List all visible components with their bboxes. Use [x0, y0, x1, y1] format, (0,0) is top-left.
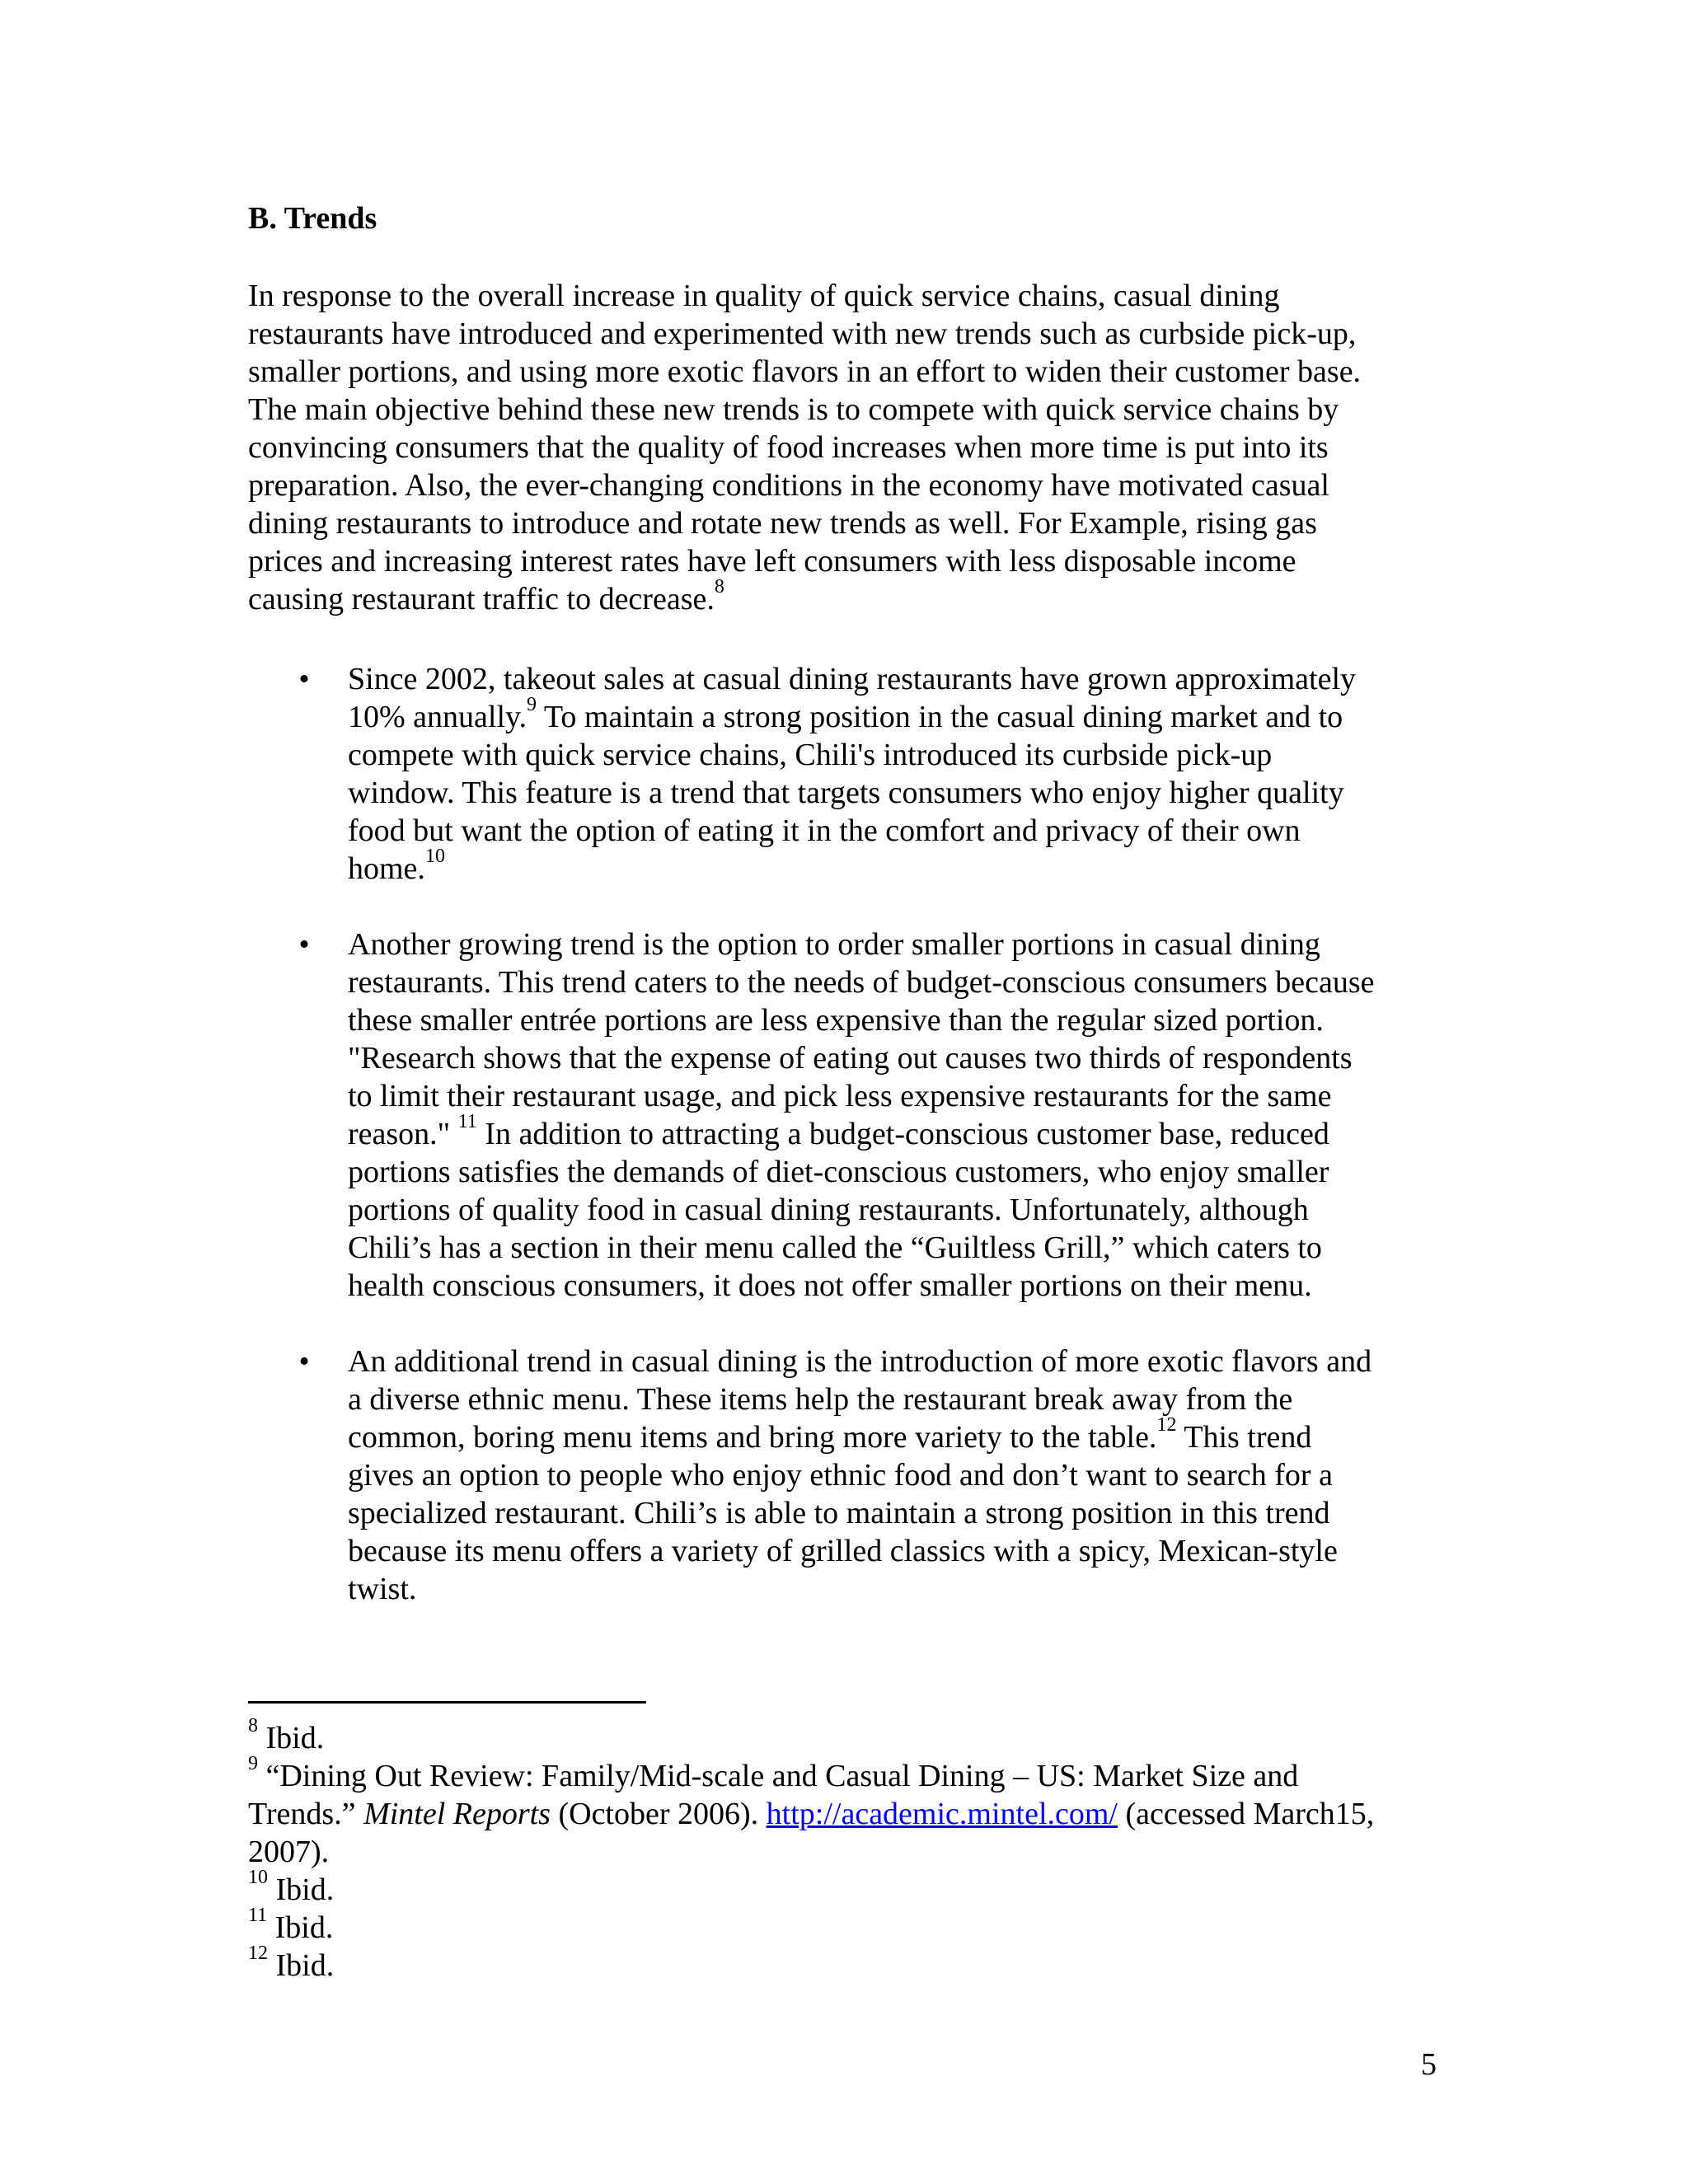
intro-text: In response to the overall increase in quality of quick service chains, casual dining restaurants have introduced and experimented with new trends such as curbside pick-up, smaller portions, and using more exotic flavors in an effort to widen their customer base. The main objective behind these new trends is to compete with quick service chains by convincing consumers that the quality of food increases when more time is put into its preparation. Also, the ever-changing conditions in the economy have motivated casual dining restaurants to introduce and rotate new trends as well. For Example, rising gas prices and increasing interest rates have left consumers with less disposable income causing restaurant traffic to decrease. [248, 279, 1362, 616]
text-run: In addition to attracting a budget-conscious customer base, reduced portions satisfies the demands of diet-conscious customers, who enjoy smaller portions of quality food in casual dining restaurants. Unfortunately, although Chili’s has a section in their menu called the “Guiltless Grill,” which caters to health conscious consumers, it does not offer smaller portions on their menu. [348, 1117, 1329, 1303]
footnote-number: 9 [248, 1753, 258, 1775]
footnote-ref[interactable]: 12 [1156, 1414, 1177, 1436]
bullet-icon: • [298, 1344, 310, 1379]
list-item [248, 660, 1460, 888]
text-run: This trend gives an option to people who enjoy ethnic food and don’t want to search for a specialized restaurant. Chili’s is able to maintain a strong position in this trend because its menu offers a variety of grilled classics with a spicy, Mexican-style twist. [348, 1420, 1338, 1606]
text-run: To maintain a strong position in the casual dining market and to compete with quick service chains, Chili's introduced its curbside pick-up window. This feature is a trend that targets consumers who enjoy higher quality food but want the option of eating it in the comfort and privacy of their own home. [348, 700, 1344, 886]
list-item-text [348, 1344, 1372, 1606]
footnote-number: 10 [248, 1867, 268, 1889]
section-heading: B. Trends [248, 201, 377, 236]
list-item [248, 1343, 1460, 1608]
footnote-text: Ibid. [267, 1910, 334, 1945]
footnote-text: (October 2006). [550, 1797, 767, 1831]
footnote-separator [248, 1701, 646, 1704]
list-item [248, 926, 1460, 1305]
footnote [248, 1943, 1451, 1985]
footnote [248, 1905, 1451, 1947]
footnote [248, 1867, 1451, 1909]
footnote-number: 8 [248, 1715, 258, 1737]
text-run: Since 2002, takeout sales at casual dining restaurants have grown approximately 10% annually. [348, 662, 1357, 734]
footnote-text: “Dining Out Review: Family/Mid-scale and Casual Dining – US: Market Size and Trends.” [248, 1759, 1299, 1831]
footnote-ref[interactable]: 8 [714, 576, 724, 598]
bullet-icon: • [298, 927, 310, 962]
footnote-text: (accessed March15, 2007). [248, 1797, 1375, 1869]
page-number: 5 [1421, 2047, 1437, 2082]
list-item-text [348, 662, 1356, 886]
intro-paragraph [248, 277, 1443, 618]
footnote-ref[interactable]: 9 [527, 694, 537, 716]
list-item-text [348, 927, 1375, 1303]
footnote-text: Ibid. [258, 1721, 325, 1755]
source-title: Mintel Reports [363, 1797, 551, 1831]
bullet-icon: • [298, 662, 310, 696]
source-link[interactable]: http://academic.mintel.com/ [766, 1797, 1118, 1831]
text-run: An additional trend in casual dining is the introduction of more exotic flavors and a diverse ethnic menu. These items help the restaurant break away from the common, boring menu items and bring more variety to the table. [348, 1344, 1372, 1455]
trend-list [248, 660, 1460, 1646]
footnote-number: 12 [248, 1943, 268, 1965]
footnotes [248, 1715, 1451, 1985]
footnote-text: Ibid. [268, 1948, 335, 1983]
footnote-ref[interactable]: 10 [424, 846, 445, 868]
footnote [248, 1715, 1451, 1757]
footnote-text: Ibid. [268, 1872, 335, 1907]
footnote-ref[interactable]: 11 [457, 1111, 477, 1133]
text-run: Another growing trend is the option to order smaller portions in casual dining restaurants. This trend caters to the needs of budget-conscious consumers because these smaller entrée portions are less expensive than the regular sized portion. "Research shows that the expense of eating out causes two thirds of respondents to limit their restaurant usage, and pick less expensive restaurants for the same reason." [348, 927, 1375, 1151]
footnote [248, 1753, 1451, 1871]
footnote-number: 11 [248, 1905, 268, 1927]
